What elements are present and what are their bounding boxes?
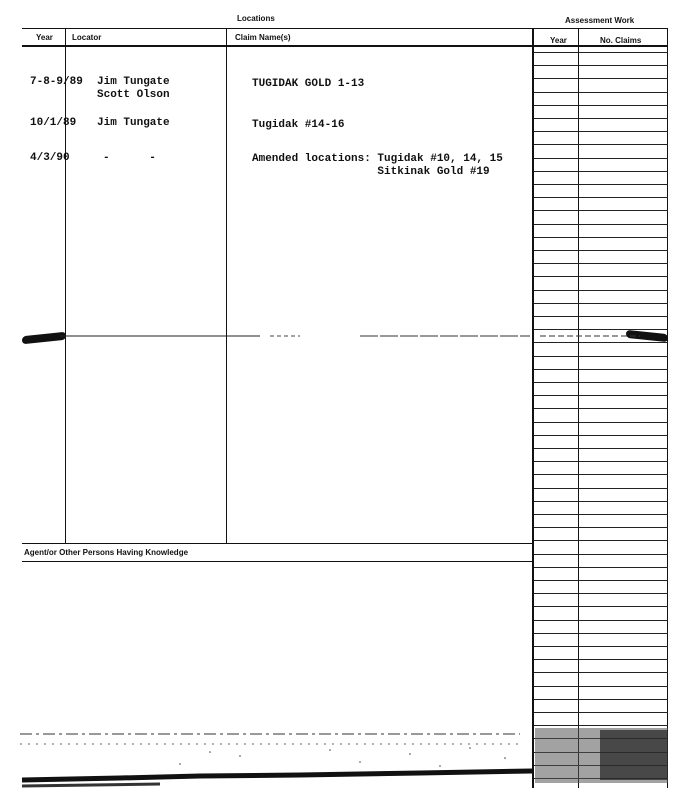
entry-3-claim-line-1: Amended locations: Tugidak #10, 14, 15 <box>252 153 503 165</box>
entry-2-year: 10/1/89 <box>30 117 77 129</box>
assessment-log-line <box>534 290 668 291</box>
no-claims-column-header: No. Claims <box>600 36 642 45</box>
entry-2-locator-line-1: Jim Tungate <box>97 117 170 129</box>
assessment-log-line <box>534 329 668 330</box>
assessment-log-line <box>534 514 668 515</box>
assessment-log-line <box>534 158 668 159</box>
header-top-rule <box>22 28 668 29</box>
assessment-log-line <box>534 527 668 528</box>
assessment-log-line <box>534 554 668 555</box>
assessment-log-line <box>534 646 668 647</box>
assessment-log-line <box>534 382 668 383</box>
assessment-log-line <box>534 620 668 621</box>
assessment-log-line <box>534 369 668 370</box>
assessment-log-line <box>534 131 668 132</box>
assessment-log-line <box>534 686 668 687</box>
entry-3-locator-line-1: - - <box>103 152 156 164</box>
assessment-log-line <box>534 250 668 251</box>
assessment-log-line <box>534 461 668 462</box>
entry-1-locator-line-2: Scott Olson <box>97 89 170 101</box>
assessment-log-line <box>534 342 668 343</box>
locator-column-header: Locator <box>72 33 102 42</box>
assessment-log-line <box>534 672 668 673</box>
assessment-log-line <box>534 712 668 713</box>
entry-1-locator-line-1: Jim Tungate <box>97 76 170 88</box>
entry-3-year: 4/3/90 <box>30 152 70 164</box>
assessment-log-line <box>534 593 668 594</box>
agent-section-top-rule <box>22 543 534 544</box>
entry-3-claim-line-2: Sitkinak Gold #19 <box>252 166 490 178</box>
year-column-header: Year <box>36 33 53 42</box>
assessment-log-line <box>534 488 668 489</box>
assessment-year-column-header: Year <box>550 36 567 45</box>
assessment-log-line <box>534 197 668 198</box>
assessment-log-line <box>534 356 668 357</box>
assessment-log-line <box>534 474 668 475</box>
year-locator-divider <box>65 28 66 543</box>
assessment-log-line <box>534 567 668 568</box>
header-bottom-rule <box>22 45 668 47</box>
assessment-log-line <box>534 263 668 264</box>
assessment-log-line <box>534 659 668 660</box>
fold-line <box>60 334 640 338</box>
assessment-log-line <box>534 118 668 119</box>
claim-names-column-header: Claim Name(s) <box>235 33 291 42</box>
assessment-log-line <box>534 276 668 277</box>
assessment-log-line <box>534 78 668 79</box>
assessment-log-line <box>534 633 668 634</box>
assessment-work-title: Assessment Work <box>565 16 635 25</box>
assessment-log-line <box>534 435 668 436</box>
assessment-log-line <box>534 210 668 211</box>
agent-section-title: Agent/or Other Persons Having Knowledge <box>24 548 189 557</box>
assessment-log-line <box>534 65 668 66</box>
agent-section-under-rule <box>22 561 534 562</box>
assessment-log-line <box>534 606 668 607</box>
assessment-log-line <box>534 540 668 541</box>
assessment-log-line <box>534 395 668 396</box>
assessment-log-line <box>534 699 668 700</box>
assessment-log-line <box>534 237 668 238</box>
assessment-log-line <box>534 316 668 317</box>
assessment-log-line <box>534 422 668 423</box>
locator-claim-divider <box>226 28 227 543</box>
entry-1-year: 7-8-9/89 <box>30 76 83 88</box>
locations-title: Locations <box>237 14 275 23</box>
entry-1-claim: TUGIDAK GOLD 1-13 <box>252 78 365 90</box>
assessment-log-line <box>534 224 668 225</box>
entry-2-claim: Tugidak #14-16 <box>252 119 345 131</box>
assessment-log-line <box>534 448 668 449</box>
assessment-log-line <box>534 184 668 185</box>
assessment-log-line <box>534 92 668 93</box>
assessment-log-line <box>534 408 668 409</box>
assessment-log-line <box>534 580 668 581</box>
assessment-log-line <box>534 52 668 53</box>
assessment-log-line <box>534 105 668 106</box>
assessment-log-line <box>534 303 668 304</box>
assessment-log-line <box>534 501 668 502</box>
bottom-scan-noise <box>0 720 678 812</box>
assessment-log-line <box>534 171 668 172</box>
assessment-log-line <box>534 144 668 145</box>
